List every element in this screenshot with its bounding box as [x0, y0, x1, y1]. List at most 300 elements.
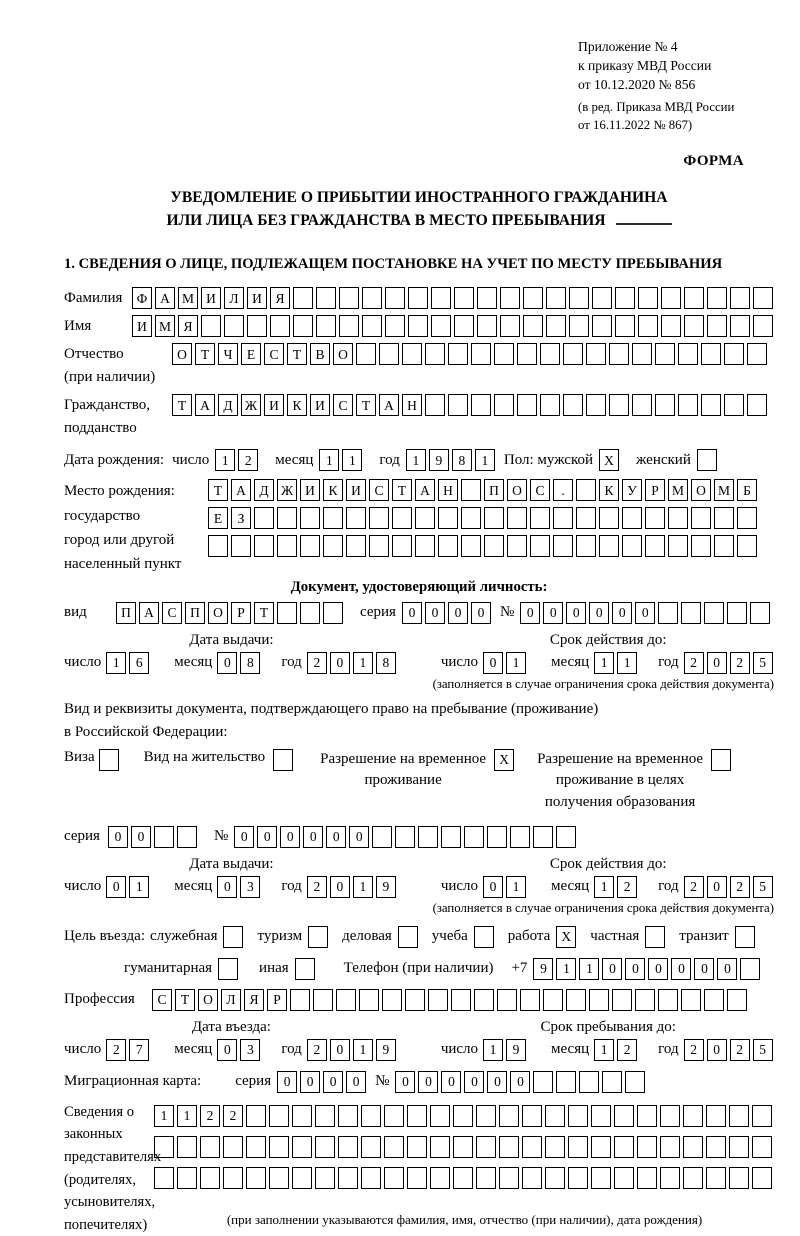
char-cell[interactable] [556, 1071, 576, 1093]
char-cell[interactable] [323, 507, 343, 529]
char-cell[interactable]: 5 [753, 1039, 773, 1061]
char-cell[interactable] [540, 394, 560, 416]
char-cell[interactable] [737, 535, 757, 557]
char-cell[interactable] [453, 1136, 473, 1158]
char-cell[interactable] [522, 1136, 542, 1158]
char-cell[interactable] [464, 826, 484, 848]
char-cell[interactable] [615, 287, 635, 309]
char-cell[interactable] [576, 479, 596, 501]
char-cell[interactable] [471, 394, 491, 416]
char-cell[interactable]: 1 [506, 652, 526, 674]
char-cell[interactable] [635, 989, 655, 1011]
char-cell[interactable]: 0 [106, 876, 126, 898]
char-cell[interactable]: 2 [200, 1105, 220, 1127]
char-cell[interactable] [655, 394, 675, 416]
char-cell[interactable] [678, 343, 698, 365]
char-cell[interactable]: Д [218, 394, 238, 416]
char-cell[interactable] [645, 507, 665, 529]
char-cell[interactable] [425, 343, 445, 365]
char-cell[interactable] [269, 1167, 289, 1189]
char-cell[interactable] [568, 1136, 588, 1158]
char-cell[interactable] [706, 1136, 726, 1158]
char-cell[interactable]: П [116, 602, 136, 624]
char-cell[interactable] [362, 287, 382, 309]
char-cell[interactable] [231, 535, 251, 557]
char-cell[interactable] [369, 507, 389, 529]
char-cell[interactable]: 6 [129, 652, 149, 674]
char-cell[interactable] [681, 989, 701, 1011]
char-cell[interactable]: 2 [307, 652, 327, 674]
char-cell[interactable]: 0 [349, 826, 369, 848]
char-cell[interactable]: X [556, 926, 576, 948]
char-cell[interactable] [730, 315, 750, 337]
char-cell[interactable] [707, 287, 727, 309]
char-cell[interactable] [223, 926, 243, 948]
char-cell[interactable] [431, 315, 451, 337]
char-cell[interactable]: А [379, 394, 399, 416]
char-cell[interactable] [556, 826, 576, 848]
char-cell[interactable]: 1 [353, 1039, 373, 1061]
char-cell[interactable]: 0 [303, 826, 323, 848]
char-cell[interactable] [415, 507, 435, 529]
char-cell[interactable] [313, 989, 333, 1011]
char-cell[interactable] [668, 507, 688, 529]
char-cell[interactable] [697, 449, 717, 471]
char-cell[interactable] [592, 315, 612, 337]
char-cell[interactable] [499, 1105, 519, 1127]
char-cell[interactable] [246, 1105, 266, 1127]
char-cell[interactable] [569, 315, 589, 337]
char-cell[interactable] [714, 507, 734, 529]
char-cell[interactable] [384, 1136, 404, 1158]
char-cell[interactable]: Н [402, 394, 422, 416]
char-cell[interactable] [408, 287, 428, 309]
char-cell[interactable] [729, 1105, 749, 1127]
char-cell[interactable] [441, 826, 461, 848]
char-cell[interactable]: И [346, 479, 366, 501]
char-cell[interactable] [622, 535, 642, 557]
char-cell[interactable] [701, 394, 721, 416]
char-cell[interactable]: О [691, 479, 711, 501]
char-cell[interactable] [484, 535, 504, 557]
char-cell[interactable]: Л [224, 287, 244, 309]
char-cell[interactable]: Л [221, 989, 241, 1011]
char-cell[interactable]: 0 [131, 826, 151, 848]
char-cell[interactable]: 0 [707, 652, 727, 674]
char-cell[interactable]: 1 [177, 1105, 197, 1127]
char-cell[interactable]: 0 [483, 652, 503, 674]
char-cell[interactable] [684, 315, 704, 337]
char-cell[interactable] [681, 602, 701, 624]
char-cell[interactable]: 0 [418, 1071, 438, 1093]
char-cell[interactable]: . [553, 479, 573, 501]
char-cell[interactable]: Т [195, 343, 215, 365]
char-cell[interactable] [300, 507, 320, 529]
char-cell[interactable]: 0 [510, 1071, 530, 1093]
char-cell[interactable] [474, 926, 494, 948]
char-cell[interactable]: М [155, 315, 175, 337]
char-cell[interactable]: 0 [326, 826, 346, 848]
char-cell[interactable] [395, 826, 415, 848]
char-cell[interactable] [430, 1167, 450, 1189]
char-cell[interactable] [586, 394, 606, 416]
char-cell[interactable] [315, 1136, 335, 1158]
char-cell[interactable]: С [333, 394, 353, 416]
char-cell[interactable] [752, 1105, 772, 1127]
char-cell[interactable] [200, 1136, 220, 1158]
char-cell[interactable] [622, 507, 642, 529]
char-cell[interactable]: Я [270, 287, 290, 309]
char-cell[interactable] [379, 343, 399, 365]
char-cell[interactable] [323, 535, 343, 557]
char-cell[interactable]: Т [208, 479, 228, 501]
char-cell[interactable] [545, 1136, 565, 1158]
char-cell[interactable] [292, 1105, 312, 1127]
char-cell[interactable]: Т [172, 394, 192, 416]
char-cell[interactable] [668, 535, 688, 557]
char-cell[interactable]: X [494, 749, 514, 771]
char-cell[interactable] [476, 1136, 496, 1158]
char-cell[interactable] [737, 507, 757, 529]
char-cell[interactable] [602, 1071, 622, 1093]
char-cell[interactable]: Т [392, 479, 412, 501]
char-cell[interactable] [323, 602, 343, 624]
char-cell[interactable]: 1 [475, 449, 495, 471]
char-cell[interactable] [609, 343, 629, 365]
char-cell[interactable]: X [599, 449, 619, 471]
char-cell[interactable] [546, 315, 566, 337]
char-cell[interactable] [724, 343, 744, 365]
char-cell[interactable] [405, 989, 425, 1011]
char-cell[interactable]: 1 [406, 449, 426, 471]
char-cell[interactable]: 0 [612, 602, 632, 624]
char-cell[interactable]: 0 [717, 958, 737, 980]
char-cell[interactable]: 0 [483, 876, 503, 898]
char-cell[interactable]: И [300, 479, 320, 501]
char-cell[interactable] [361, 1167, 381, 1189]
char-cell[interactable] [612, 989, 632, 1011]
char-cell[interactable] [533, 826, 553, 848]
char-cell[interactable]: 2 [684, 1039, 704, 1061]
char-cell[interactable]: Ж [277, 479, 297, 501]
char-cell[interactable] [476, 1105, 496, 1127]
char-cell[interactable]: И [310, 394, 330, 416]
char-cell[interactable] [522, 1167, 542, 1189]
char-cell[interactable] [566, 989, 586, 1011]
char-cell[interactable]: 0 [395, 1071, 415, 1093]
char-cell[interactable] [218, 958, 238, 980]
char-cell[interactable] [530, 535, 550, 557]
char-cell[interactable] [546, 287, 566, 309]
char-cell[interactable]: 0 [402, 602, 422, 624]
char-cell[interactable]: С [530, 479, 550, 501]
char-cell[interactable] [563, 394, 583, 416]
char-cell[interactable] [661, 315, 681, 337]
char-cell[interactable]: 1 [594, 652, 614, 674]
char-cell[interactable] [586, 343, 606, 365]
char-cell[interactable] [704, 602, 724, 624]
char-cell[interactable] [451, 989, 471, 1011]
char-cell[interactable] [438, 507, 458, 529]
char-cell[interactable]: 0 [671, 958, 691, 980]
char-cell[interactable] [430, 1136, 450, 1158]
char-cell[interactable] [706, 1105, 726, 1127]
char-cell[interactable]: 5 [753, 652, 773, 674]
char-cell[interactable] [338, 1105, 358, 1127]
char-cell[interactable]: Т [287, 343, 307, 365]
char-cell[interactable] [407, 1136, 427, 1158]
char-cell[interactable]: О [333, 343, 353, 365]
char-cell[interactable] [339, 287, 359, 309]
char-cell[interactable]: Б [737, 479, 757, 501]
char-cell[interactable]: О [172, 343, 192, 365]
char-cell[interactable] [727, 989, 747, 1011]
char-cell[interactable] [359, 989, 379, 1011]
char-cell[interactable]: И [201, 287, 221, 309]
char-cell[interactable]: 3 [240, 1039, 260, 1061]
char-cell[interactable] [338, 1136, 358, 1158]
char-cell[interactable]: 0 [487, 1071, 507, 1093]
char-cell[interactable] [707, 315, 727, 337]
char-cell[interactable] [385, 315, 405, 337]
char-cell[interactable] [362, 315, 382, 337]
char-cell[interactable] [438, 535, 458, 557]
char-cell[interactable]: О [198, 989, 218, 1011]
char-cell[interactable] [609, 394, 629, 416]
char-cell[interactable] [494, 343, 514, 365]
char-cell[interactable]: И [247, 287, 267, 309]
char-cell[interactable]: 8 [376, 652, 396, 674]
char-cell[interactable] [269, 1136, 289, 1158]
char-cell[interactable] [277, 507, 297, 529]
char-cell[interactable]: К [323, 479, 343, 501]
char-cell[interactable] [615, 315, 635, 337]
char-cell[interactable] [523, 287, 543, 309]
char-cell[interactable]: 2 [307, 1039, 327, 1061]
char-cell[interactable] [339, 315, 359, 337]
char-cell[interactable]: О [507, 479, 527, 501]
char-cell[interactable]: М [668, 479, 688, 501]
char-cell[interactable]: И [264, 394, 284, 416]
char-cell[interactable] [747, 394, 767, 416]
char-cell[interactable] [154, 826, 174, 848]
char-cell[interactable]: 2 [730, 652, 750, 674]
char-cell[interactable] [418, 826, 438, 848]
char-cell[interactable]: Р [267, 989, 287, 1011]
char-cell[interactable]: 1 [594, 1039, 614, 1061]
char-cell[interactable]: 2 [684, 876, 704, 898]
char-cell[interactable] [599, 507, 619, 529]
char-cell[interactable] [254, 507, 274, 529]
char-cell[interactable]: А [415, 479, 435, 501]
char-cell[interactable] [398, 926, 418, 948]
char-cell[interactable] [476, 1167, 496, 1189]
char-cell[interactable]: А [231, 479, 251, 501]
char-cell[interactable] [637, 1136, 657, 1158]
char-cell[interactable]: П [484, 479, 504, 501]
char-cell[interactable] [428, 989, 448, 1011]
char-cell[interactable] [177, 1167, 197, 1189]
char-cell[interactable]: 1 [594, 876, 614, 898]
char-cell[interactable] [658, 989, 678, 1011]
char-cell[interactable] [750, 602, 770, 624]
char-cell[interactable] [415, 535, 435, 557]
char-cell[interactable]: 0 [694, 958, 714, 980]
char-cell[interactable] [336, 989, 356, 1011]
char-cell[interactable]: С [264, 343, 284, 365]
char-cell[interactable] [177, 1136, 197, 1158]
char-cell[interactable]: 0 [277, 1071, 297, 1093]
char-cell[interactable]: Ж [241, 394, 261, 416]
char-cell[interactable] [392, 507, 412, 529]
char-cell[interactable] [223, 1136, 243, 1158]
char-cell[interactable] [753, 315, 773, 337]
char-cell[interactable]: 1 [579, 958, 599, 980]
char-cell[interactable]: 2 [617, 876, 637, 898]
char-cell[interactable]: 1 [556, 958, 576, 980]
char-cell[interactable]: У [622, 479, 642, 501]
char-cell[interactable] [589, 989, 609, 1011]
char-cell[interactable]: Д [254, 479, 274, 501]
char-cell[interactable]: 1 [353, 876, 373, 898]
char-cell[interactable] [500, 315, 520, 337]
char-cell[interactable]: О [208, 602, 228, 624]
char-cell[interactable] [591, 1105, 611, 1127]
char-cell[interactable]: А [139, 602, 159, 624]
char-cell[interactable]: 5 [753, 876, 773, 898]
char-cell[interactable] [177, 826, 197, 848]
char-cell[interactable]: Р [231, 602, 251, 624]
char-cell[interactable]: 3 [240, 876, 260, 898]
char-cell[interactable] [545, 1167, 565, 1189]
char-cell[interactable] [448, 343, 468, 365]
char-cell[interactable]: Я [178, 315, 198, 337]
char-cell[interactable] [338, 1167, 358, 1189]
char-cell[interactable] [499, 1167, 519, 1189]
char-cell[interactable] [517, 343, 537, 365]
char-cell[interactable] [246, 1167, 266, 1189]
char-cell[interactable] [277, 602, 297, 624]
char-cell[interactable] [448, 394, 468, 416]
char-cell[interactable] [704, 989, 724, 1011]
char-cell[interactable] [530, 507, 550, 529]
char-cell[interactable]: 0 [625, 958, 645, 980]
char-cell[interactable] [599, 535, 619, 557]
char-cell[interactable]: Е [208, 507, 228, 529]
char-cell[interactable] [637, 1167, 657, 1189]
char-cell[interactable] [658, 602, 678, 624]
char-cell[interactable] [638, 315, 658, 337]
char-cell[interactable] [691, 535, 711, 557]
char-cell[interactable]: 2 [617, 1039, 637, 1061]
char-cell[interactable] [683, 1167, 703, 1189]
char-cell[interactable] [752, 1167, 772, 1189]
char-cell[interactable]: С [369, 479, 389, 501]
char-cell[interactable]: М [714, 479, 734, 501]
char-cell[interactable] [300, 602, 320, 624]
char-cell[interactable]: 0 [300, 1071, 320, 1093]
char-cell[interactable] [484, 507, 504, 529]
char-cell[interactable]: М [178, 287, 198, 309]
char-cell[interactable] [568, 1167, 588, 1189]
char-cell[interactable]: 0 [346, 1071, 366, 1093]
char-cell[interactable] [402, 343, 422, 365]
char-cell[interactable]: 0 [707, 876, 727, 898]
char-cell[interactable]: 1 [342, 449, 362, 471]
char-cell[interactable] [545, 1105, 565, 1127]
char-cell[interactable] [461, 535, 481, 557]
char-cell[interactable] [660, 1136, 680, 1158]
char-cell[interactable]: Ч [218, 343, 238, 365]
char-cell[interactable] [315, 1105, 335, 1127]
char-cell[interactable] [277, 535, 297, 557]
char-cell[interactable] [579, 1071, 599, 1093]
char-cell[interactable]: В [310, 343, 330, 365]
char-cell[interactable]: 2 [730, 1039, 750, 1061]
char-cell[interactable]: 0 [464, 1071, 484, 1093]
char-cell[interactable] [408, 315, 428, 337]
char-cell[interactable]: 0 [217, 1039, 237, 1061]
char-cell[interactable]: 2 [730, 876, 750, 898]
char-cell[interactable] [553, 507, 573, 529]
char-cell[interactable]: С [152, 989, 172, 1011]
char-cell[interactable] [300, 535, 320, 557]
char-cell[interactable] [407, 1105, 427, 1127]
char-cell[interactable] [407, 1167, 427, 1189]
char-cell[interactable]: 7 [129, 1039, 149, 1061]
char-cell[interactable] [315, 1167, 335, 1189]
char-cell[interactable]: Т [254, 602, 274, 624]
char-cell[interactable] [661, 287, 681, 309]
char-cell[interactable] [474, 989, 494, 1011]
char-cell[interactable] [740, 958, 760, 980]
char-cell[interactable] [293, 287, 313, 309]
char-cell[interactable] [346, 535, 366, 557]
char-cell[interactable]: 1 [129, 876, 149, 898]
char-cell[interactable] [201, 315, 221, 337]
char-cell[interactable] [683, 1136, 703, 1158]
char-cell[interactable] [730, 287, 750, 309]
char-cell[interactable] [454, 315, 474, 337]
char-cell[interactable] [361, 1105, 381, 1127]
char-cell[interactable]: 9 [376, 876, 396, 898]
char-cell[interactable]: 0 [217, 652, 237, 674]
char-cell[interactable]: 2 [223, 1105, 243, 1127]
char-cell[interactable] [208, 535, 228, 557]
char-cell[interactable]: 1 [483, 1039, 503, 1061]
char-cell[interactable]: 0 [425, 602, 445, 624]
char-cell[interactable] [292, 1136, 312, 1158]
char-cell[interactable] [385, 287, 405, 309]
char-cell[interactable] [499, 1136, 519, 1158]
char-cell[interactable] [453, 1105, 473, 1127]
char-cell[interactable] [591, 1136, 611, 1158]
char-cell[interactable] [727, 602, 747, 624]
char-cell[interactable]: 1 [506, 876, 526, 898]
char-cell[interactable] [638, 287, 658, 309]
char-cell[interactable]: 0 [330, 876, 350, 898]
char-cell[interactable] [753, 287, 773, 309]
char-cell[interactable] [701, 343, 721, 365]
char-cell[interactable] [683, 1105, 703, 1127]
char-cell[interactable] [576, 535, 596, 557]
char-cell[interactable]: 0 [602, 958, 622, 980]
char-cell[interactable] [356, 343, 376, 365]
char-cell[interactable] [632, 343, 652, 365]
char-cell[interactable] [346, 507, 366, 529]
char-cell[interactable] [510, 826, 530, 848]
char-cell[interactable] [540, 343, 560, 365]
